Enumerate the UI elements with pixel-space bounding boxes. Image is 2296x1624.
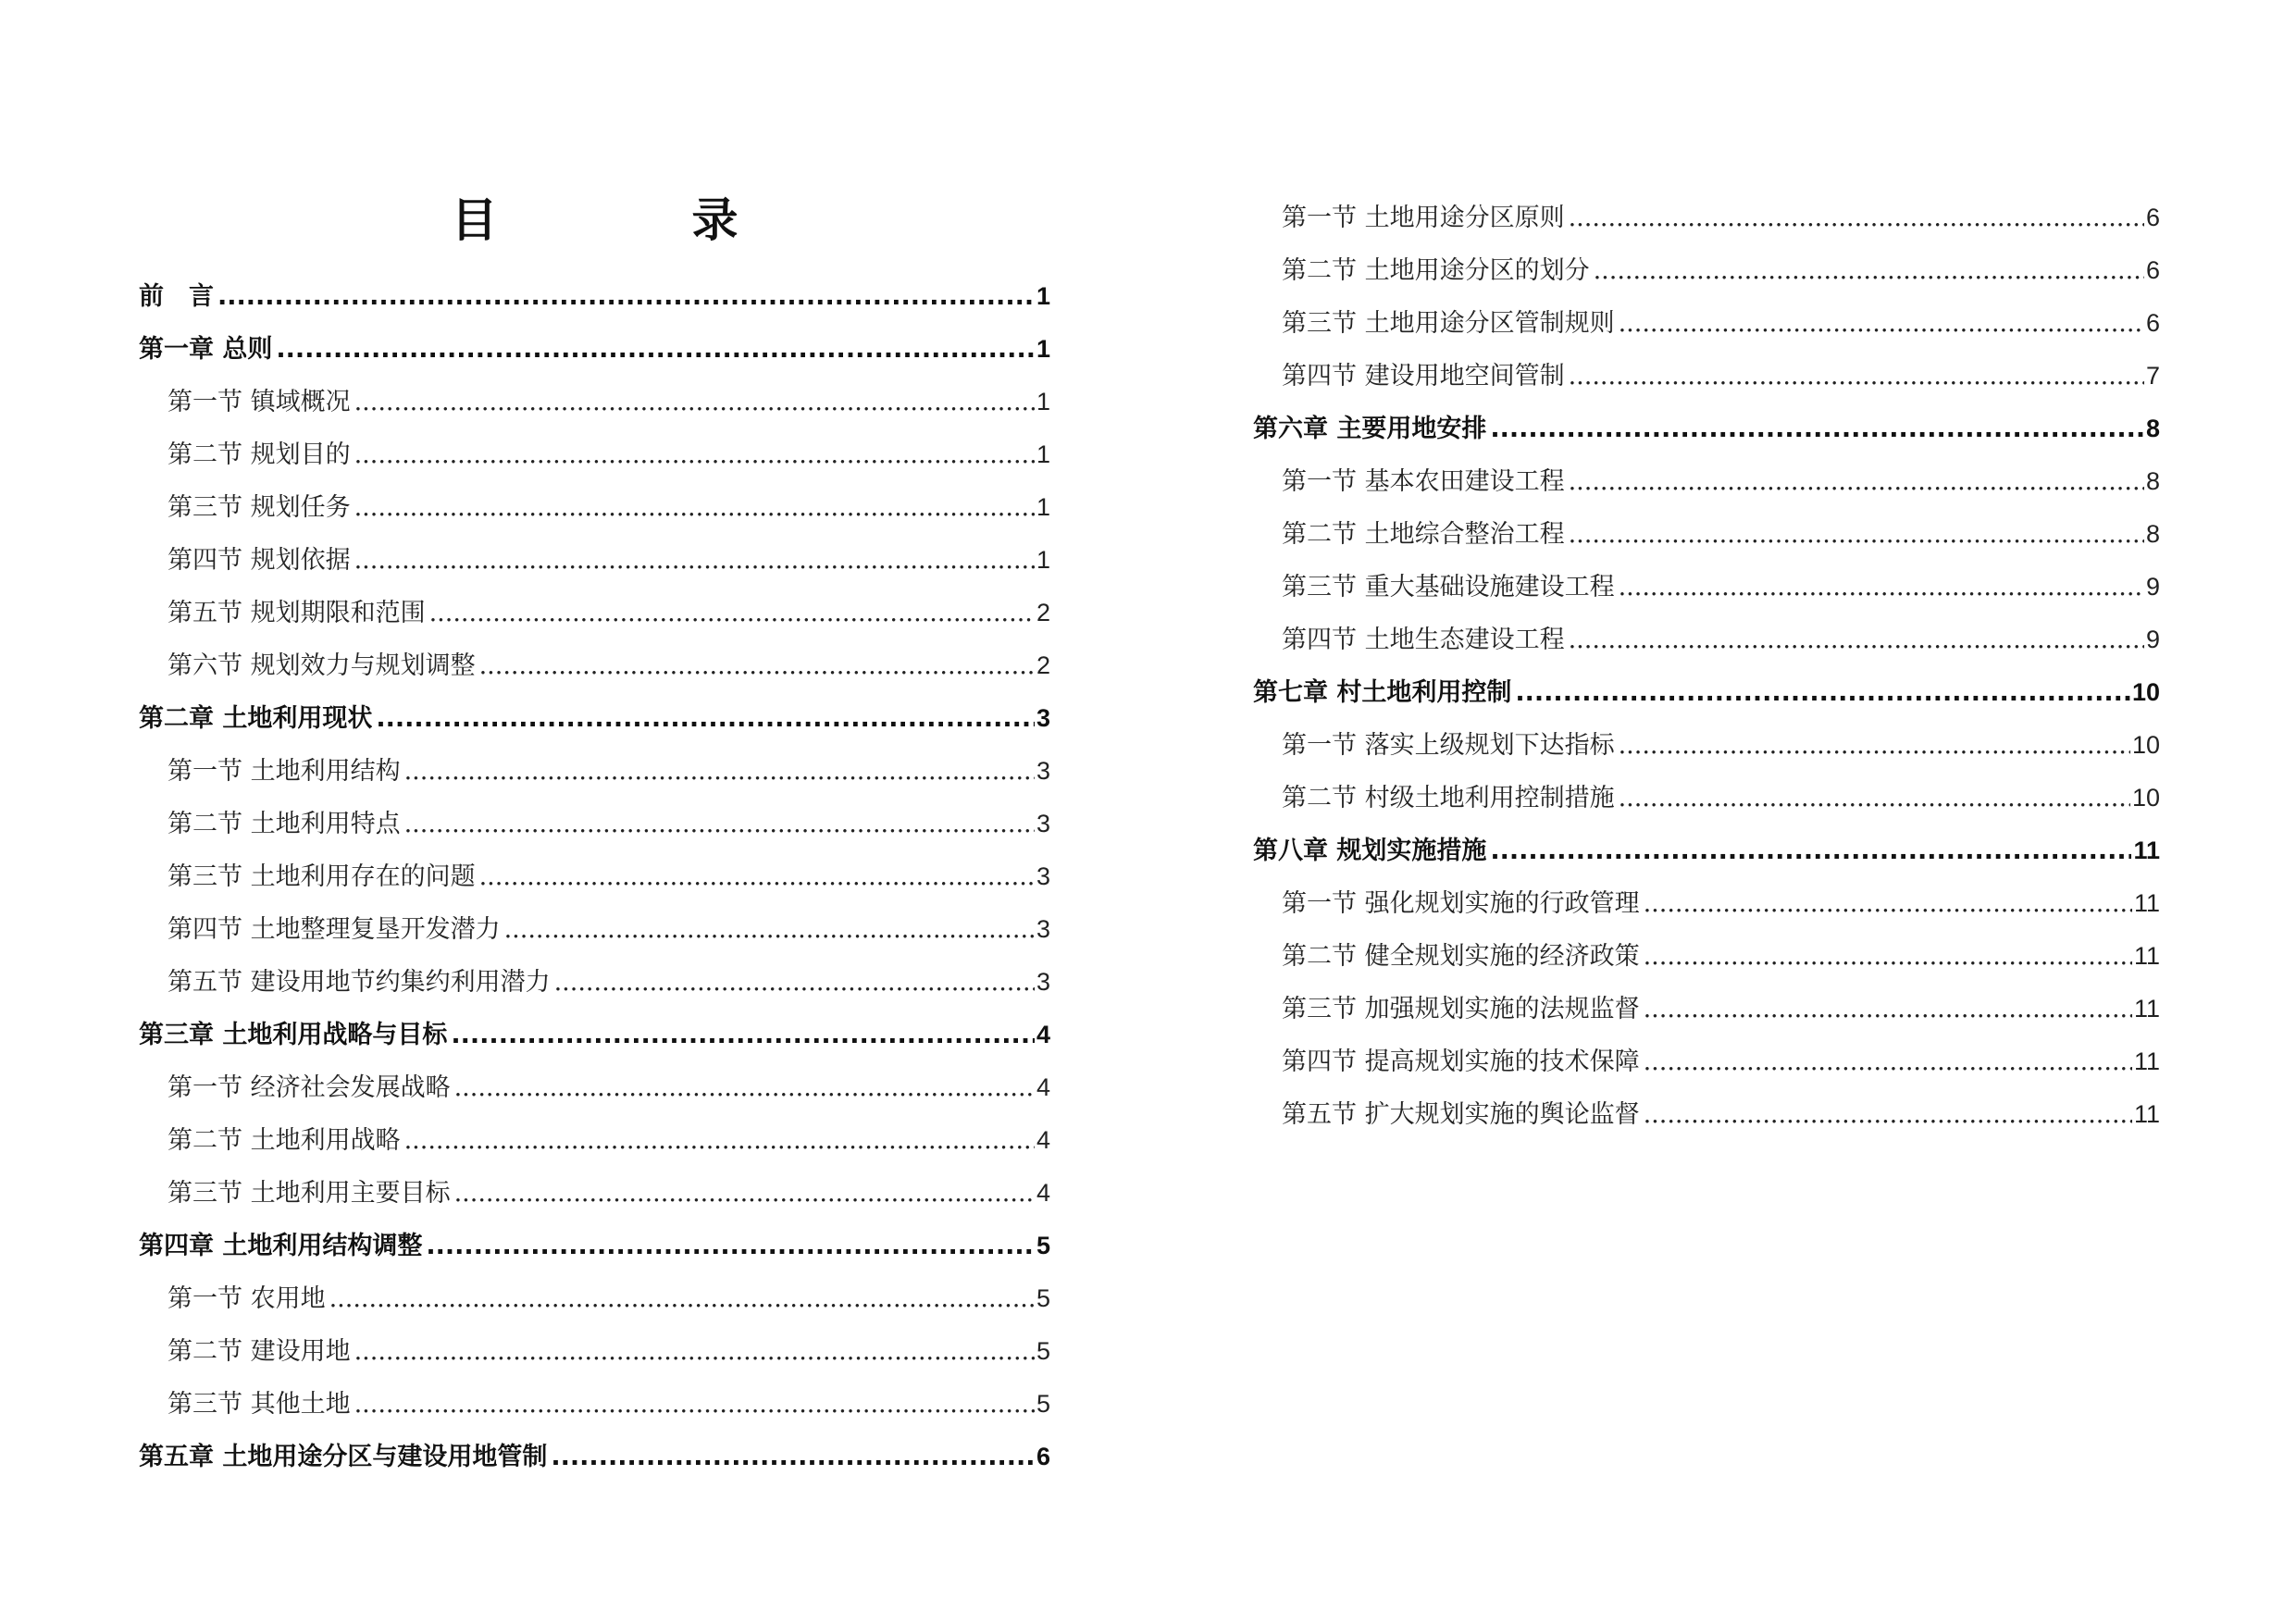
toc-entry-label: 第一章 总则 <box>139 335 273 364</box>
toc-section-entry[interactable] <box>139 903 1050 956</box>
toc-page-number: 10 <box>2131 784 2160 812</box>
toc-entry-label: 第七章 村土地利用控制 <box>1253 678 1512 707</box>
toc-title: 目 录 <box>451 192 813 247</box>
toc-entry-label: 第一节 基本农田建设工程 <box>1282 467 1565 496</box>
dot-leader <box>354 1325 1035 1378</box>
toc-section-entry[interactable] <box>139 1325 1050 1378</box>
toc-entry-label: 第三节 土地利用存在的问题 <box>168 862 476 891</box>
toc-entry-label: 第六节 规划效力与规划调整 <box>168 651 476 680</box>
toc-entry-label: 第三节 土地利用主要目标 <box>168 1179 451 1208</box>
dot-leader <box>1594 244 2144 297</box>
toc-section-entry[interactable] <box>1253 719 2160 772</box>
dot-leader <box>217 270 1035 323</box>
dot-leader <box>404 745 1035 798</box>
toc-entry-label: 第三节 重大基础设施建设工程 <box>1282 573 1615 601</box>
dot-leader <box>276 323 1035 376</box>
dot-leader <box>1619 297 2144 350</box>
toc-section-entry[interactable] <box>139 587 1050 639</box>
dot-leader <box>479 639 1035 692</box>
toc-section-entry[interactable] <box>139 745 1050 798</box>
toc-section-entry[interactable] <box>139 1378 1050 1431</box>
toc-page-number: 1 <box>1036 282 1050 310</box>
toc-page-number: 9 <box>2145 573 2160 601</box>
toc-page-number: 6 <box>2145 309 2160 337</box>
toc-section-entry[interactable] <box>1253 1088 2160 1141</box>
dot-leader <box>354 1378 1035 1431</box>
toc-section-entry[interactable] <box>139 1061 1050 1114</box>
dot-leader <box>1569 350 2144 403</box>
toc-entry-label: 第二章 土地利用现状 <box>139 704 373 733</box>
toc-section-entry[interactable] <box>1253 508 2160 561</box>
toc-entry-label: 第一节 强化规划实施的行政管理 <box>1282 889 1640 918</box>
toc-chapter-entry[interactable] <box>139 692 1050 745</box>
toc-page-number: 3 <box>1036 862 1050 890</box>
toc-chapter-entry[interactable] <box>1253 666 2160 719</box>
dot-leader <box>429 587 1035 639</box>
toc-section-entry[interactable] <box>1253 930 2160 983</box>
toc-page-number: 11 <box>2133 1048 2160 1075</box>
toc-chapter-entry[interactable] <box>1253 824 2160 877</box>
dot-leader <box>354 376 1035 428</box>
toc-chapter-entry[interactable] <box>1253 403 2160 455</box>
toc-entry-label: 第一节 农用地 <box>168 1284 326 1313</box>
toc-page-number: 10 <box>2131 678 2160 706</box>
toc-entry-label: 第四章 土地利用结构调整 <box>139 1232 423 1260</box>
toc-entry-label: 第一节 落实上级规划下达指标 <box>1282 731 1615 760</box>
toc-chapter-entry[interactable] <box>139 1220 1050 1272</box>
dot-leader <box>1619 719 2130 772</box>
toc-section-entry[interactable] <box>1253 877 2160 930</box>
toc-section-entry[interactable] <box>1253 244 2160 297</box>
toc-page-number: 6 <box>2145 204 2160 231</box>
toc-section-entry[interactable] <box>139 1114 1050 1167</box>
toc-entry-label: 第一节 经济社会发展战略 <box>168 1073 451 1102</box>
toc-entry-label: 第四节 规划依据 <box>168 546 351 575</box>
dot-leader <box>354 534 1035 587</box>
toc-section-entry[interactable] <box>1253 983 2160 1035</box>
toc-page-number: 2 <box>1036 651 1050 679</box>
toc-page-number: 11 <box>2133 995 2160 1023</box>
toc-section-entry[interactable] <box>139 1167 1050 1220</box>
dot-leader <box>1490 403 2144 455</box>
toc-left-column <box>139 270 1050 1483</box>
toc-page-number: 2 <box>1036 599 1050 626</box>
toc-page-number: 8 <box>2145 415 2160 442</box>
dot-leader <box>404 1114 1035 1167</box>
toc-section-entry[interactable] <box>1253 455 2160 508</box>
toc-page-number: 1 <box>1036 335 1050 363</box>
toc-page-number: 4 <box>1036 1021 1050 1048</box>
toc-entry-label: 第一节 镇域概况 <box>168 388 351 416</box>
dot-leader <box>404 798 1035 850</box>
toc-entry-label: 第二节 土地利用战略 <box>168 1126 401 1155</box>
dot-leader <box>504 903 1035 956</box>
toc-section-entry[interactable] <box>139 798 1050 850</box>
toc-entry-label: 第三节 土地用途分区管制规则 <box>1282 309 1615 338</box>
dot-leader <box>1644 930 2132 983</box>
toc-entry-label: 第二节 土地综合整治工程 <box>1282 520 1565 549</box>
toc-section-entry[interactable] <box>1253 772 2160 824</box>
toc-page-number: 7 <box>2145 362 2160 390</box>
dot-leader <box>1619 772 2130 824</box>
toc-section-entry[interactable] <box>139 850 1050 903</box>
toc-entry-label: 第四节 建设用地空间管制 <box>1282 362 1565 391</box>
toc-entry-label: 第五节 规划期限和范围 <box>168 599 426 627</box>
dot-leader <box>1644 983 2132 1035</box>
toc-entry-label: 第四节 土地整理复垦开发潜力 <box>168 915 501 944</box>
toc-page-number: 1 <box>1036 388 1050 415</box>
toc-entry-label: 第二节 规划目的 <box>168 440 351 469</box>
toc-entry-label: 第二节 土地用途分区的划分 <box>1282 256 1590 285</box>
toc-section-entry[interactable] <box>1253 350 2160 403</box>
dot-leader <box>454 1061 1035 1114</box>
toc-entry-label: 第五节 建设用地节约集约利用潜力 <box>168 968 551 997</box>
toc-entry-label: 第二节 土地利用特点 <box>168 810 401 838</box>
toc-page-number: 3 <box>1036 968 1050 996</box>
dot-leader <box>329 1272 1035 1325</box>
toc-page-number: 6 <box>2145 256 2160 284</box>
toc-entry-label: 第四节 土地生态建设工程 <box>1282 626 1565 654</box>
toc-entry-label: 第五节 扩大规划实施的舆论监督 <box>1282 1100 1640 1129</box>
toc-section-entry[interactable] <box>1253 1035 2160 1088</box>
toc-page-number: 5 <box>1036 1390 1050 1418</box>
dot-leader <box>1619 561 2144 614</box>
toc-page-number: 1 <box>1036 493 1050 521</box>
toc-entry-label: 第三章 土地利用战略与目标 <box>139 1021 448 1049</box>
toc-entry-label: 前 言 <box>139 282 214 311</box>
dot-leader <box>1569 455 2144 508</box>
toc-section-entry[interactable] <box>139 376 1050 428</box>
dot-leader <box>1569 614 2144 666</box>
dot-leader <box>1515 666 2130 719</box>
toc-entry-label: 第四节 提高规划实施的技术保障 <box>1282 1048 1640 1076</box>
toc-page-number: 11 <box>2133 942 2160 970</box>
toc-page-number: 6 <box>1036 1443 1050 1470</box>
toc-section-entry[interactable] <box>1253 561 2160 614</box>
dot-leader <box>1644 877 2132 930</box>
toc-chapter-entry[interactable] <box>139 1431 1050 1483</box>
dot-leader <box>551 1431 1035 1483</box>
toc-page-number: 4 <box>1036 1179 1050 1207</box>
toc-section-entry[interactable] <box>139 428 1050 481</box>
toc-page-number: 11 <box>2133 889 2160 917</box>
toc-entry-label: 第一节 土地利用结构 <box>168 757 401 786</box>
dot-leader <box>1644 1035 2132 1088</box>
toc-page-number: 11 <box>2133 837 2160 864</box>
toc-page-number: 10 <box>2131 731 2160 759</box>
dot-leader <box>479 850 1035 903</box>
toc-chapter-entry[interactable] <box>139 270 1050 323</box>
toc-entry-label: 第二节 健全规划实施的经济政策 <box>1282 942 1640 971</box>
toc-section-entry[interactable] <box>139 481 1050 534</box>
dot-leader <box>454 1167 1035 1220</box>
dot-leader <box>451 1009 1035 1061</box>
toc-section-entry[interactable] <box>139 639 1050 692</box>
dot-leader <box>1644 1088 2132 1141</box>
toc-entry-label: 第三节 其他土地 <box>168 1390 351 1419</box>
dot-leader <box>1569 508 2144 561</box>
toc-right-column <box>1253 192 2160 1141</box>
toc-chapter-entry[interactable] <box>139 1009 1050 1061</box>
toc-page-number: 4 <box>1036 1073 1050 1101</box>
toc-entry-label: 第二节 村级土地利用控制措施 <box>1282 784 1615 812</box>
toc-section-entry[interactable] <box>139 956 1050 1009</box>
toc-entry-label: 第二节 建设用地 <box>168 1337 351 1366</box>
dot-leader <box>376 692 1035 745</box>
toc-entry-label: 第六章 主要用地安排 <box>1253 415 1487 443</box>
toc-section-entry[interactable] <box>139 534 1050 587</box>
toc-page-number: 1 <box>1036 440 1050 468</box>
toc-page-number: 3 <box>1036 704 1050 732</box>
toc-page-number: 5 <box>1036 1337 1050 1365</box>
toc-page-number: 5 <box>1036 1232 1050 1259</box>
toc-section-entry[interactable] <box>139 1272 1050 1325</box>
dot-leader <box>554 956 1035 1009</box>
toc-page-number: 5 <box>1036 1284 1050 1312</box>
toc-page-number: 11 <box>2133 1100 2160 1128</box>
dot-leader <box>354 481 1035 534</box>
toc-page-number: 3 <box>1036 810 1050 837</box>
dot-leader <box>354 428 1035 481</box>
toc-entry-label: 第八章 规划实施措施 <box>1253 837 1487 865</box>
toc-section-entry[interactable] <box>1253 297 2160 350</box>
toc-page-number: 3 <box>1036 757 1050 785</box>
toc-page-number: 9 <box>2145 626 2160 653</box>
toc-chapter-entry[interactable] <box>139 323 1050 376</box>
dot-leader <box>1569 192 2144 244</box>
toc-entry-label: 第五章 土地用途分区与建设用地管制 <box>139 1443 548 1471</box>
toc-entry-label: 第三节 加强规划实施的法规监督 <box>1282 995 1640 1023</box>
toc-page-number: 4 <box>1036 1126 1050 1154</box>
toc-page-number: 1 <box>1036 546 1050 574</box>
toc-entry-label: 第三节 规划任务 <box>168 493 351 522</box>
dot-leader <box>1490 824 2131 877</box>
toc-section-entry[interactable] <box>1253 614 2160 666</box>
toc-page-number: 8 <box>2145 520 2160 548</box>
toc-page-number: 8 <box>2145 467 2160 495</box>
toc-section-entry[interactable] <box>1253 192 2160 244</box>
dot-leader <box>426 1220 1035 1272</box>
toc-entry-label: 第一节 土地用途分区原则 <box>1282 204 1565 232</box>
toc-page-number: 3 <box>1036 915 1050 943</box>
